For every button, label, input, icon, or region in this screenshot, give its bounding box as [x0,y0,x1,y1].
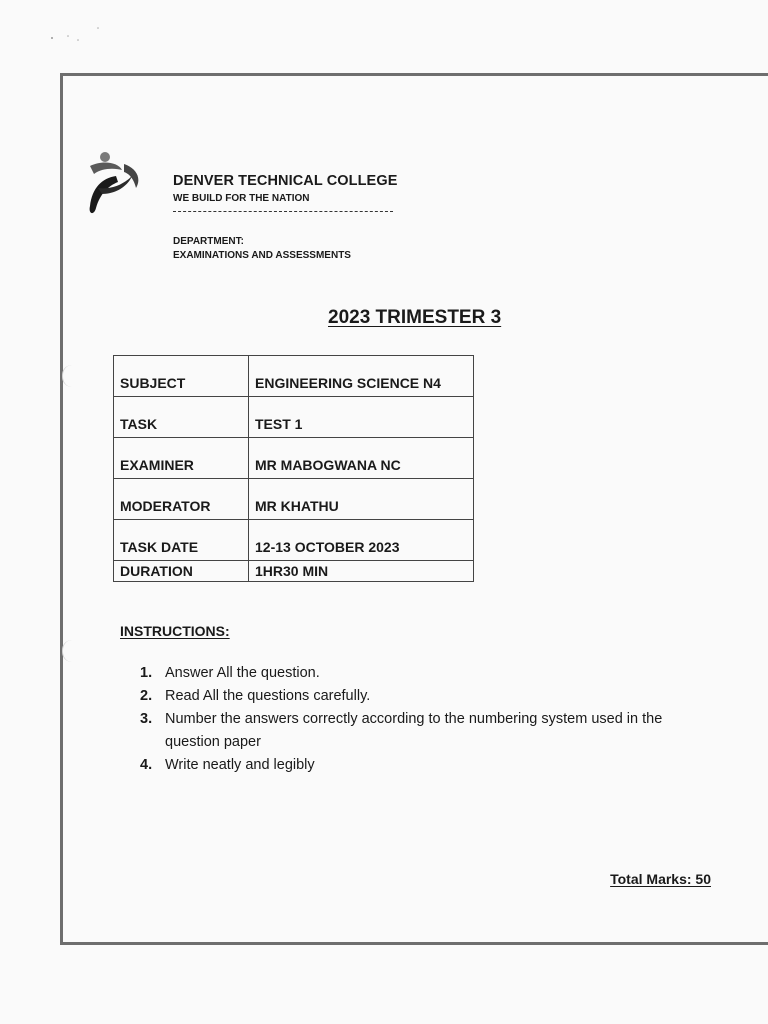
list-item [140,708,710,754]
scan-specks [48,22,128,52]
detail-label: DURATION [114,561,249,582]
punch-hole-mark [62,640,77,662]
detail-value: MR KHATHU [249,479,474,520]
punch-hole-mark [62,365,77,387]
item-number: 3. [140,711,153,727]
item-text: Number the answers correctly according to the numbering system used in the question paper [165,711,663,750]
college-logo-icon [84,148,144,218]
document-title: 2023 TRIMESTER 3 [328,307,502,328]
table-row [114,561,474,582]
divider [173,211,393,212]
detail-value: ENGINEERING SCIENCE N4 [249,356,474,397]
detail-label: SUBJECT [114,356,249,397]
instructions-list [140,662,710,777]
list-item [140,754,710,777]
list-item [140,685,710,708]
detail-value: TEST 1 [249,397,474,438]
detail-label: TASK DATE [114,520,249,561]
details-table [113,355,474,582]
detail-value: MR MABOGWANA NC [249,438,474,479]
department-label: DEPARTMENT: [173,236,244,247]
table-row [114,479,474,520]
table-row [114,356,474,397]
college-motto: WE BUILD FOR THE NATION [173,193,310,204]
item-text: Read All the questions carefully. [165,688,371,704]
item-number: 4. [140,757,153,773]
table-row [114,520,474,561]
detail-label: TASK [114,397,249,438]
instructions-heading: INSTRUCTIONS: [120,623,230,639]
item-number: 2. [140,688,153,704]
table-row [114,438,474,479]
detail-value: 12-13 OCTOBER 2023 [249,520,474,561]
item-text: Answer All the question. [165,665,320,681]
detail-label: MODERATOR [114,479,249,520]
item-text: Write neatly and legibly [165,757,315,773]
table-row [114,397,474,438]
college-name: DENVER TECHNICAL COLLEGE [173,173,398,189]
item-number: 1. [140,665,153,681]
detail-label: EXAMINER [114,438,249,479]
list-item [140,662,710,685]
total-marks: Total Marks: 50 [610,871,711,887]
department-value: EXAMINATIONS AND ASSESSMENTS [173,250,351,261]
detail-value: 1HR30 MIN [249,561,474,582]
